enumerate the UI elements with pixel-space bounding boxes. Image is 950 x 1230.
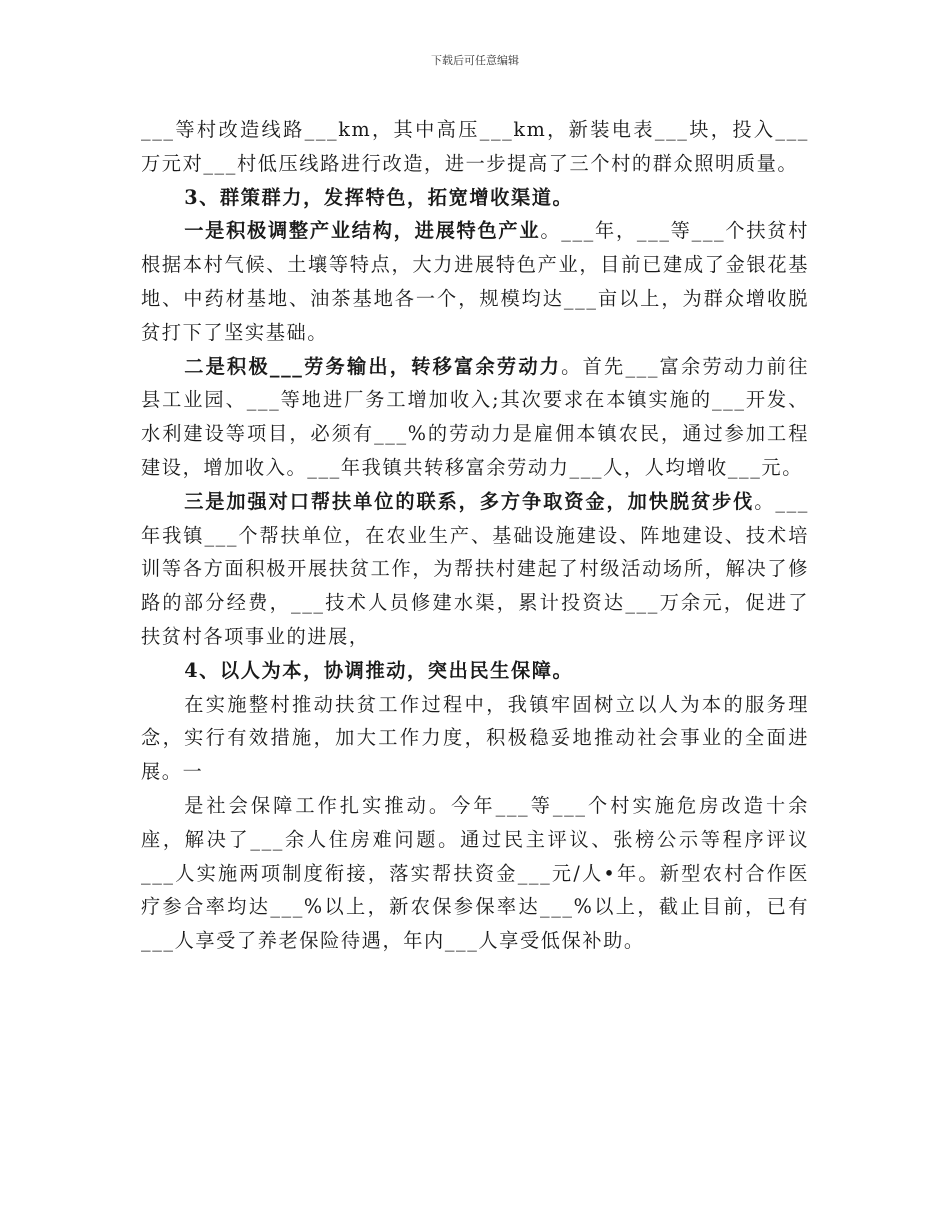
paragraph-text: 。___年我镇___个帮扶单位，在农业生产、基础设施建设、阵地建设、技术培训等各方面积极开展扶贫工作，为帮扶村建起了村级活动场所，解决了修路的部分经费，___技术人员修建水渠，累计投资达___万余元，促进了扶贫村各项事业的进展， bbox=[141, 489, 809, 648]
paragraph-labor-export bbox=[141, 350, 809, 485]
paragraph-lead-bold: 二是积极___劳务输出，转移富余劳动力 bbox=[184, 354, 562, 378]
paragraph-lead-bold: 一是积极调整产业结构，进展特色产业 bbox=[184, 219, 541, 243]
paragraph-people-oriented bbox=[141, 688, 809, 789]
page-header: 下载后可任意编辑 bbox=[431, 54, 519, 67]
document-body bbox=[141, 113, 809, 958]
section-heading-4 bbox=[141, 654, 809, 688]
paragraph-partner-units bbox=[141, 485, 809, 654]
paragraph-text: ___等村改造线路___km，其中高压___km，新装电表___块，投入___万元对___村低压线路进行改造，进一步提高了三个村的群众照明质量。 bbox=[141, 118, 809, 175]
paragraph-text: 在实施整村推动扶贫工作过程中，我镇牢固树立以人为本的服务理念，实行有效措施，加大工作力度，积极稳妥地推动社会事业的全面进展。一 bbox=[141, 692, 809, 784]
paragraph-village-power-renovation bbox=[141, 113, 809, 181]
heading-text: 3、群策群力，发挥特色，拓宽增收渠道。 bbox=[184, 185, 574, 209]
paragraph-industry-structure bbox=[141, 214, 809, 349]
paragraph-text: 是社会保障工作扎实推动。今年___等___个村实施危房改造十余座，解决了___余人住房难问题。通过民主评议、张榜公示等程序评议___人实施两项制度衔接，落实帮扶资金___元/人•年。新型农村合作医疗参合率均达___%以上，新农保参保率达___%以上，截止目前，已有___人享受了养老保险待遇，年内___人享受低保补助。 bbox=[141, 793, 809, 953]
heading-text: 4、以人为本，协调推动，突出民生保障。 bbox=[184, 658, 574, 682]
paragraph-text: 。___年，___等___个扶贫村根据本村气候、土壤等特点，大力进展特色产业，目前已建成了金银花基地、中药材基地、油茶基地各一个，规模均达___亩以上，为群众增收脱贫打下了坚实基础。 bbox=[141, 219, 810, 344]
paragraph-text: 。首先___富余劳动力前往县工业园、___等地进厂务工增加收入;其次要求在本镇实施的___开发、水利建设等项目，必须有___%的劳动力是雇佣本镇农民，通过参加工程建设，增加收入。___年我镇共转移富余劳动力___人，人均增收___元。 bbox=[141, 354, 809, 479]
section-heading-3 bbox=[141, 181, 809, 215]
paragraph-lead-bold: 三是加强对口帮扶单位的联系，多方争取资金，加快脱贫步伐 bbox=[184, 489, 755, 513]
paragraph-social-security bbox=[141, 789, 809, 958]
